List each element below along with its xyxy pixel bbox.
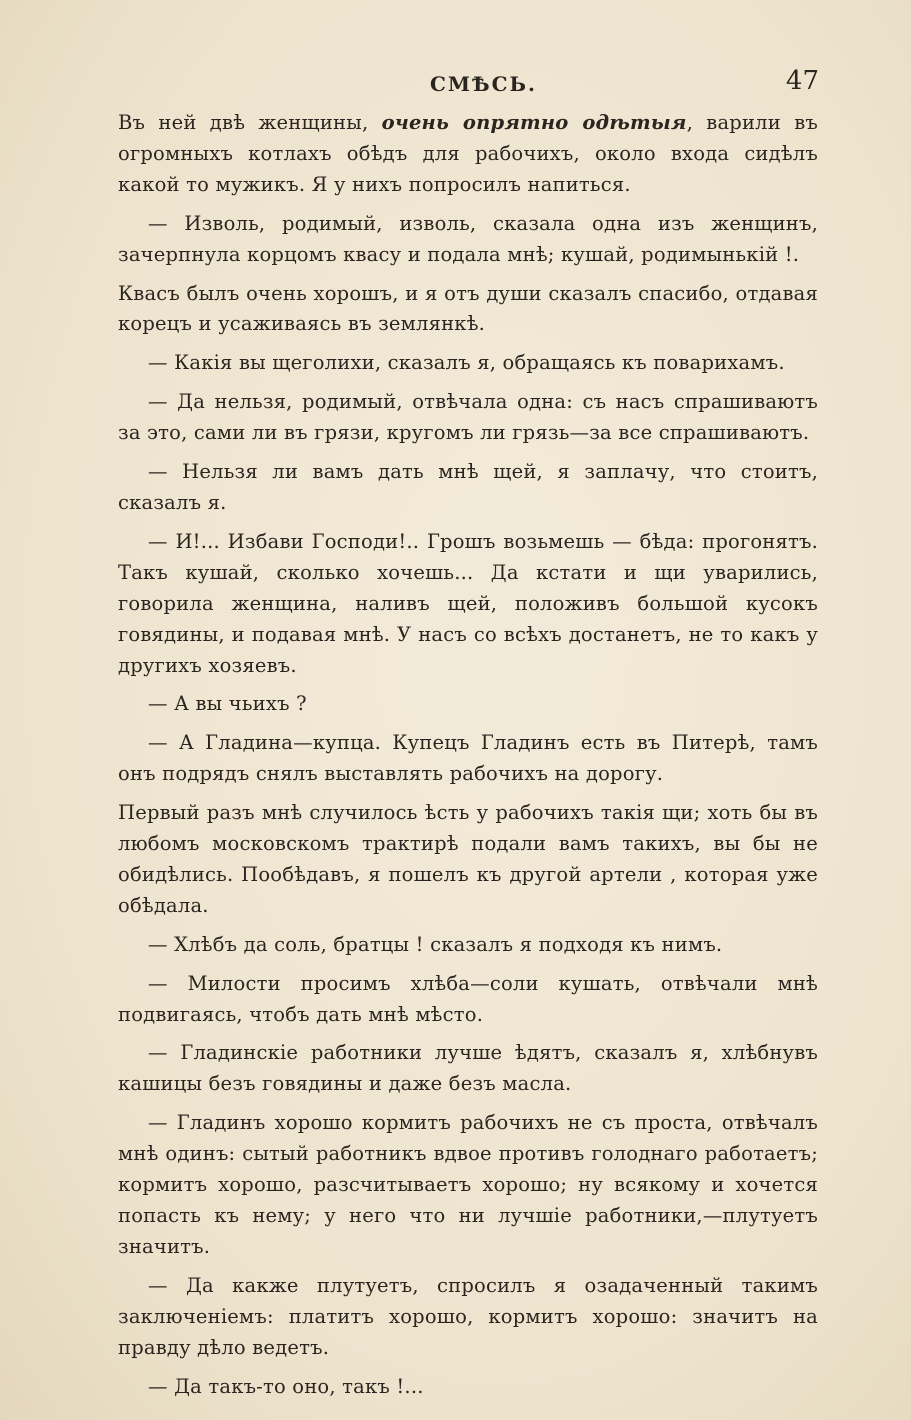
paragraph: — Да такъ-то оно, такъ !...: [148, 1374, 424, 1398]
paragraph: — А Гладина—купца. Купецъ Гладинъ есть въ Питерѣ, тамъ онъ подрядъ снялъ выставлять рабочихъ на дорогу.: [118, 731, 818, 786]
paragraph: — Да нельзя, родимый, отвѣчала одна: съ насъ спрашиваютъ за это, сами ли въ грязи, кругомъ ли грязь—за все спрашиваютъ.: [118, 390, 818, 445]
paragraph: — Милости просимъ хлѣба—соли кушать, отвѣчали мнѣ подвигаясь, чтобъ дать мнѣ мѣсто.: [118, 971, 818, 1026]
paragraph: — Гладинскіе работники лучше ѣдятъ, сказалъ я, хлѣбнувъ кашицы безъ говядины и даже безъ масла.: [118, 1041, 818, 1096]
paragraph: — Нельзя ли вамъ дать мнѣ щей, я заплачу, что стоитъ, сказалъ я.: [118, 460, 818, 514]
paragraph: — Гладинъ хорошо кормитъ рабочихъ не съ проста, отвѣчалъ мнѣ одинъ: сытый работникъ вдвое противъ голоднаго работаетъ; кормитъ хорошо, разсчитываетъ хорошо; ну всякому и хочется попасть къ нему; у него что ни лучшіе работники,—плутуетъ значитъ.: [118, 1111, 818, 1258]
paragraph: Первый разъ мнѣ случилось ѣсть у рабочихъ такія щи; хоть бы въ любомъ московскомъ трактирѣ подали вамъ такихъ, вы бы не обидѣлись. Пообѣдавъ, я пошелъ къ другой артели , которая уже обѣдала.: [118, 801, 818, 917]
paragraph-text: , варили въ огромныхъ котлахъ обѣдъ для рабочихъ, около входа сидѣлъ какой то мужикъ. Я у нихъ попросилъ напиться.: [118, 111, 818, 196]
emphasized-text: очень опрятно одѣтыя: [381, 111, 687, 134]
running-head: СМѢСЬ.: [429, 72, 538, 96]
body-text: [118, 108, 818, 1410]
paragraph: — Да какже плутуетъ, спросилъ я озадаченный такимъ заключеніемъ: платитъ хорошо, кормитъ хорошо: значитъ на правду дѣло ведетъ.: [118, 1273, 818, 1359]
paragraph-text: Въ ней двѣ женщины,: [118, 111, 382, 134]
paragraph: — А вы чьихъ ?: [148, 692, 307, 716]
paragraph: — Хлѣбъ да соль, братцы ! сказалъ я подходя къ нимъ.: [148, 932, 723, 956]
paragraph: — И!... Избави Господи!.. Грошъ возьмешь — бѣда: прогонятъ. Такъ кушай, сколько хочешь... Да кстати и щи уварились, говорила женщина, наливъ щей, положивъ большой кусокъ говядины, и подавая мнѣ. У насъ со всѣхъ достанетъ, не то какъ у другихъ хозяевъ.: [118, 529, 818, 677]
page-header: [148, 66, 819, 102]
page-number: 47: [785, 66, 819, 96]
paragraph: Квасъ былъ очень хорошъ, и я отъ души сказалъ спасибо, отдавая корецъ и усаживаясь въ землянкѣ.: [118, 281, 818, 336]
paragraph: — Изволь, родимый, изволь, сказала одна изъ женщинъ, зачерпнула корцомъ квасу и подала мнѣ; кушай, родимынькій !.: [118, 211, 818, 266]
paragraph: — Какія вы щеголихи, сказалъ я, обращаясь къ поварихамъ.: [148, 351, 785, 375]
paragraph: [118, 108, 818, 201]
